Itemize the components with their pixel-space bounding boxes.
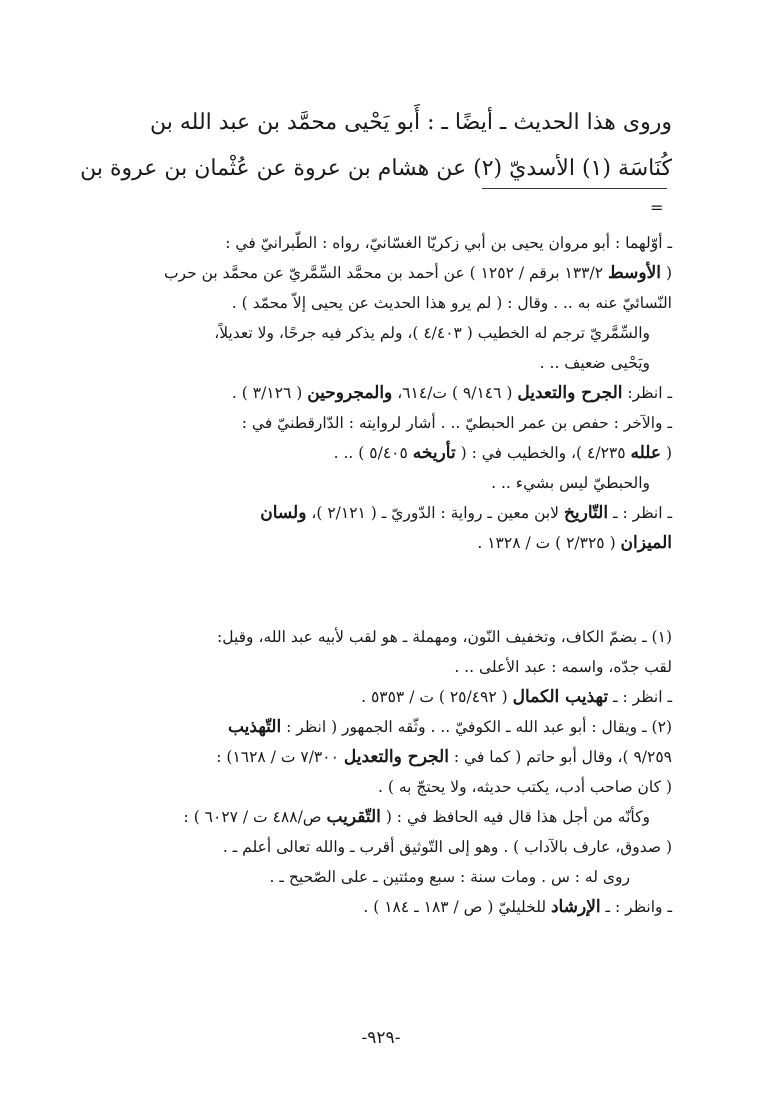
footnote-line [72, 228, 672, 258]
book-title: الإرشاد [550, 897, 601, 917]
footnote-text: ـ انظر : ـ [608, 688, 672, 706]
book-title: الأوسط [608, 263, 662, 283]
footnote-text: ( [661, 264, 672, 282]
footnote-continued [72, 228, 672, 558]
footnote-text: ( ٩/١٤٦ ) ت/٦١٤، [392, 384, 518, 402]
footnote-text: والسِّمَّريّ ترجم له الخطيب ( ٤/٤٠٣ )، ولم يذكر فيه جرحًا، ولا تعديلاً، [214, 324, 650, 342]
footnote-line [72, 468, 672, 498]
footnote-line [72, 528, 672, 558]
footnote-line [72, 288, 672, 318]
footnote-text: ـ والآخر : حفص بن عمر الحبطيّ .. . أشار لروايته : الدّارقطنيّ في : [241, 414, 672, 432]
footnote-text: ( كان صاحب أدب، يكتب حديثه، ولا يحتجّ به ) . [377, 778, 672, 796]
footnote-text: للخليليّ ( ص / ١٨٣ ـ ١٨٤ ) . [363, 898, 551, 916]
footnote-text: (٢) ـ ويقال : أبو عبد الله ـ الكوفيّ .. . وثّقه الجمهور ( انظر : [281, 718, 672, 736]
footnote-line [72, 408, 672, 438]
footnotes [72, 622, 672, 922]
continuation-mark: = [650, 198, 664, 217]
footnote-text: ص/٤٨٨ ت / ٦٠٢٧ ) : [183, 808, 327, 826]
footnote-text: ـ أوّلهما : أبو مروان يحيى بن أبي زكريّا الغسّانيّ، رواه : الطّبرانيّ في : [225, 234, 672, 252]
book-title: تأريخه [412, 443, 456, 463]
footnote-line [72, 742, 672, 772]
footnote-text: ويَحْيى ضعيف .. . [539, 354, 650, 372]
book-title: الميزان [620, 533, 672, 553]
footnote-line [72, 772, 672, 802]
book-title: الجرح والتعديل [343, 747, 449, 767]
footnote-line [72, 892, 672, 922]
footnote-text: ( ٢٥/٤٩٢ ) ت / ٥٣٥٣ . [361, 688, 513, 706]
footnote-line [72, 802, 672, 832]
footnote-line [72, 318, 672, 348]
main-text [82, 100, 672, 192]
main-line-2: كُنَاسَة (١) الأسديّ (٢) عن هشام بن عروة عن عُثْمان بن عروة بن [80, 156, 672, 181]
footnote-line [72, 258, 672, 288]
footnote-text: ـ انظر : ـ [608, 504, 672, 522]
book-title: والمجروحين [307, 383, 393, 403]
page-number: -٩٢٩- [361, 1028, 401, 1048]
footnote-text: والحبطيّ ليس بشيء .. . [491, 474, 650, 492]
footnote-text: لابن معين ـ رواية : الدّوريّ ـ ( ٢/١٢١ )، [306, 504, 564, 522]
footnote-text: ١٣٣/٢ برقم / ١٢٥٢ ) عن أحمد بن محمَّد السِّمَّريّ عن محمَّد بن حرب [163, 264, 608, 282]
footnote-line [72, 438, 672, 468]
footnote-text: وكأنّه من أجل هذا قال فيه الحافظ في : ( [380, 808, 650, 826]
book-title: ولسان [260, 503, 307, 523]
footnote-line [72, 652, 672, 682]
footnote-text: ( ٢/٣٢٥ ) ت / ١٣٢٨ . [477, 534, 621, 552]
footnote-text: ( [661, 444, 672, 462]
footnote-text: ـ وانظر : ـ [600, 898, 672, 916]
footnote-line [72, 622, 672, 652]
footnote-line [72, 832, 672, 862]
book-title: تهذيب الكمال [512, 687, 609, 707]
footnote-text: ٩/٢٥٩ )، وقال أبو حاتم ( كما في : [448, 748, 672, 766]
footnote-line [72, 862, 672, 892]
footnote-text: ٧/٣٠٠ ت / ١٦٢٨) : [216, 748, 344, 766]
footnote-line [72, 682, 672, 712]
book-title: علله [630, 443, 662, 463]
footnote-text: ( صدوق، عارف بالآداب ) . وهو إلى التّوثيق أقرب ـ والله تعالى أعلم ـ . [222, 838, 672, 856]
footnote-text: روى له : س . ومات سنة : سبع ومئتين ـ على الصّحيح ـ . [269, 868, 630, 886]
main-line-1: وروى هذا الحديث ـ أيضًا ـ : أَبو يَحْيى محمَّد بن عبد الله بن [150, 110, 672, 135]
footnote-text: لقب جدّه، واسمه : عبد الأعلى .. . [454, 658, 672, 676]
footnote-text: (١) ـ بضمّ الكاف، وتخفيف النّون، ومهملة ـ هو لقب لأبيه عبد الله، وقيل: [217, 628, 672, 646]
book-title: التّهذيب [227, 717, 282, 737]
footnote-line [72, 498, 672, 528]
book-title: الجرح والتعديل [517, 383, 623, 403]
footnote-text: ( ٣/١٢٦ ) . [231, 384, 308, 402]
footnote-text: النّسائيّ عنه به .. . وقال : ( لم يرو هذا الحديث عن يحيى إلاّ محمّد ) . [231, 294, 672, 312]
footnote-text: ـ انظر: [622, 384, 672, 402]
footnote-text: ٤/٢٣٥ )، والخطيب في : ( [455, 444, 631, 462]
footnote-separator [482, 188, 667, 189]
footnote-text: ٥/٤٠٥ ) .. . [333, 444, 413, 462]
footnote-line [72, 348, 672, 378]
book-title: التّاريخ [563, 503, 609, 523]
footnote-line [72, 378, 672, 408]
footnote-line [72, 712, 672, 742]
book-title: التّقريب [326, 807, 381, 827]
